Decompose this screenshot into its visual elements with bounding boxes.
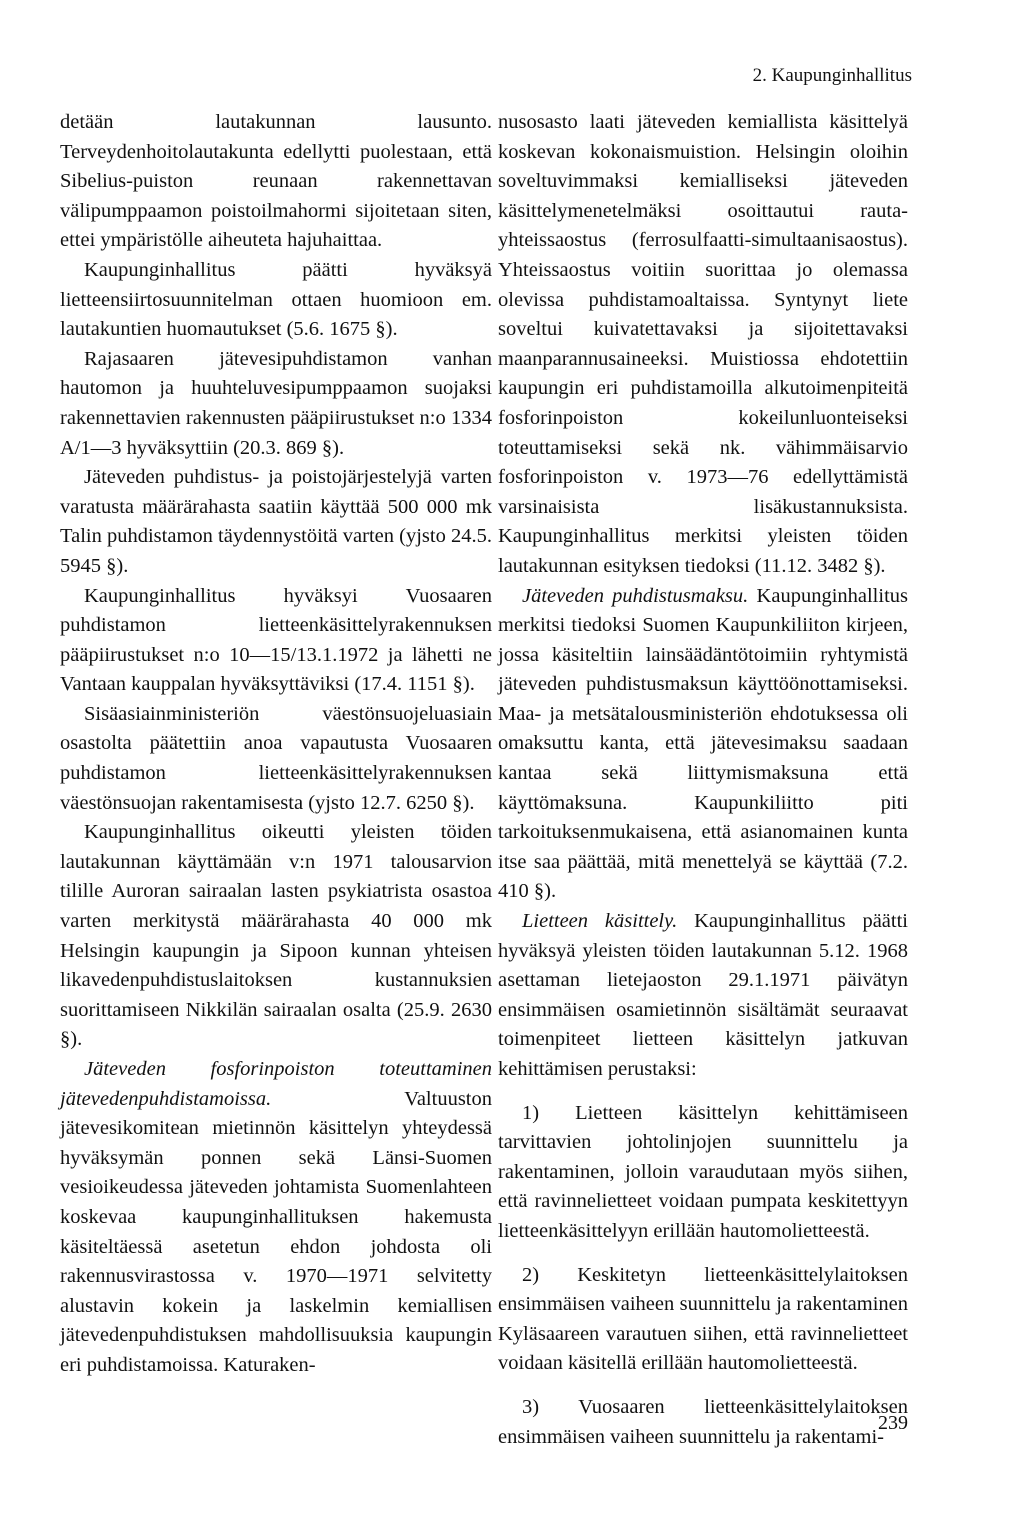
section-heading: Jäteveden fosforinpoiston toteuttaminen jätevedenpuhdistamoissa.	[60, 1058, 492, 1110]
paragraph-text: Kaupunginhallitus hyväksyi Vuosaaren puhdistamon lietteenkäsittelyrakennuksen pääpiirustukset n:o 10—15/13.1.1972 ja lähetti ne Vantaan kauppalan hyväksyttäviksi (17.4. 1151 §).	[60, 584, 492, 696]
paragraph-text: Rajasaaren jätevesipuhdistamon vanhan hautomon ja huuhteluvesipumppaamon suojaksi rakennettavien rakennusten pääpiirustukset n:o 1334 A/1—3 hyväksyttiin (20.3. 869 §).	[60, 347, 492, 459]
paragraph-statement	[60, 108, 492, 256]
paragraph-text: Kaupunginhallitus päätti hyväksyä lietteensiirtosuunnitelman ottaen huomioon em. lautakuntien huomautukset (5.6. 1675 §).	[60, 258, 492, 341]
paragraph-phosphorus-removal	[60, 1055, 492, 1381]
paragraph-rajasaari-drawings	[60, 345, 492, 463]
paragraph-text: nusosasto laati jäteveden kemiallista käsittelyä koskevan kokonaismuistion. Helsingin oloihin soveltuvimmaksi kemialliseksi jäteveden käsittelymenetelmäksi osoittautui rauta-yhteissaostus (ferrosulfaatti-simultaanisaostus). Yhteissaostus voitiin suorittaa jo olemassa olevissa puhdistamoaltaissa. Syntynyt liete soveltui kuivatettavaksi ja sijoitettavaksi maanparannusaineeksi. Muistiossa ehdotettiin kaupungin eri puhdistamoilla alkutoimenpiteitä fosforinpoiston kokeilunluonteiseksi toteuttamiseksi sekä nk. vähimmäisarvio fosforinpoiston v. 1973—76 edellyttämistä varsinaisista lisäkustannuksista. Kaupunginhallitus merkitsi yleisten töiden lautakunnan esityksen tiedoksi (11.12. 3482 §).	[498, 111, 908, 577]
paragraph-nikkila-costs	[60, 818, 492, 1055]
list-item-2	[498, 1261, 908, 1379]
right-column	[498, 108, 908, 1452]
paragraph-text: 1) Lietteen käsittelyn kehittämiseen tarvittavien johtolinjojen suunnittelu ja rakentaminen, jolloin varaudutaan myös siihen, että ravinnelietteet voidaan pumpata keskitettyyn lietteenkäsittelyyn erillään hautomolietteestä.	[498, 1101, 908, 1242]
list-item-3	[498, 1393, 908, 1452]
running-head: 2. Kaupunginhallitus	[752, 65, 912, 86]
paragraph-text: Kaupunginhallitus päätti hyväksyä yleisten töiden lautakunnan 5.12. 1968 asettaman lietejaoston 29.1.1971 päivätyn ensimmäisen osamietinnön sisältämät seuraavat toimenpiteet lietteen käsittelyn jatkuvan kehittämisen perustaksi:	[498, 910, 908, 1080]
paragraph-text: 2) Keskitetyn lietteenkäsittelylaitoksen ensimmäisen vaiheen suunnittelu ja rakentaminen Kyläsaareen varautuen siihen, että ravinnelietteet voidaan käsitellä erillään hautomolietteestä.	[498, 1263, 908, 1375]
list-item-1	[498, 1099, 908, 1247]
paragraph-text: detään lautakunnan lausunto. Terveydenhoitolautakunta edellytti puolestaan, että Sibelius-puiston reunaan rakennettavan välipumppaamon poistoilmahormi sijoitetaan siten, ettei ympäristölle aiheuteta hajuhaittaa.	[60, 111, 492, 252]
paragraph-text: Kaupunginhallitus oikeutti yleisten töiden lautakunnan käyttämään v:n 1971 talousarvion tilille Auroran sairaalan lasten psykiatrista osastoa varten merkitystä määrärahasta 40 000 mk Helsingin kaupungin ja Sipoon kunnan yhteisen likavedenpuhdistuslaitoksen kustannuksien suorittamiseen Nikkilän sairaalan osalta (25.9. 2630 §).	[60, 821, 492, 1051]
section-heading: Jäteveden puhdistusmaksu.	[522, 584, 749, 607]
paragraph-civil-defence-exemption	[60, 700, 492, 818]
paragraph-text: Sisäasiainministeriön väestönsuojeluasiain osastolta päätettiin anoa vapautusta Vuosaaren puhdistamon lietteenkäsittelyrakennuksen väestönsuojan rakentamisesta (yjsto 12.7. 6250 §).	[60, 702, 492, 814]
paragraph-text: Kaupunginhallitus merkitsi tiedoksi Suomen Kaupunkiliiton kirjeen, jossa käsiteltiin lainsäädäntötoimiin ryhtymistä jäteveden puhdistusmaksun käyttöönottamiseksi. Maa- ja metsätalousministeriön ehdotuksessa oli omaksuttu kanta, että jätevesimaksu saadaan kantaa sekä liittymismaksuna että käyttömaksuna. Kaupunkiliitto piti tarkoituksenmukaisena, että asianomainen kunta itse saa päättää, mitä menettelyä se käyttää (7.2. 410 §).	[498, 584, 908, 903]
paragraph-text: Valtuuston jätevesikomitean mietinnön käsittelyn yhteydessä hyväksymän ponnen sekä Länsi-Suomen vesioikeudessa jäteveden johtamista Suomenlahteen koskevaa kaupunginhallituksen hakemusta käsiteltäessä asetetun ehdon johdosta oli rakennusvirastossa v. 1970—1971 selvitetty alustavin kokein ja laskelmin kemiallisen jätevedenpuhdistuksen mahdollisuuksia kaupungin eri puhdistamoissa. Katuraken-	[60, 1087, 492, 1376]
left-column	[60, 108, 492, 1381]
paragraph-sludge-treatment	[498, 907, 908, 1085]
section-heading: Lietteen käsittely.	[522, 910, 678, 933]
page-number: 239	[878, 1412, 908, 1434]
paragraph-text: Jäteveden puhdistus- ja poistojärjestelyjä varten varatusta määrärahasta saatiin käyttää 500 000 mk Talin puhdistamon täydennystöitä varten (yjsto 24.5. 5945 §).	[60, 466, 492, 577]
paragraph-treatment-fee	[498, 582, 908, 908]
paragraph-tali-appropriation	[60, 463, 492, 581]
paragraph-sludge-transfer-plan	[60, 256, 492, 345]
paragraph-text: 3) Vuosaaren lietteenkäsittelylaitoksen ensimmäisen vaiheen suunnittelu ja rakentami-	[498, 1395, 908, 1448]
paragraph-memorandum	[498, 108, 908, 582]
paragraph-vuosaari-drawings	[60, 582, 492, 700]
